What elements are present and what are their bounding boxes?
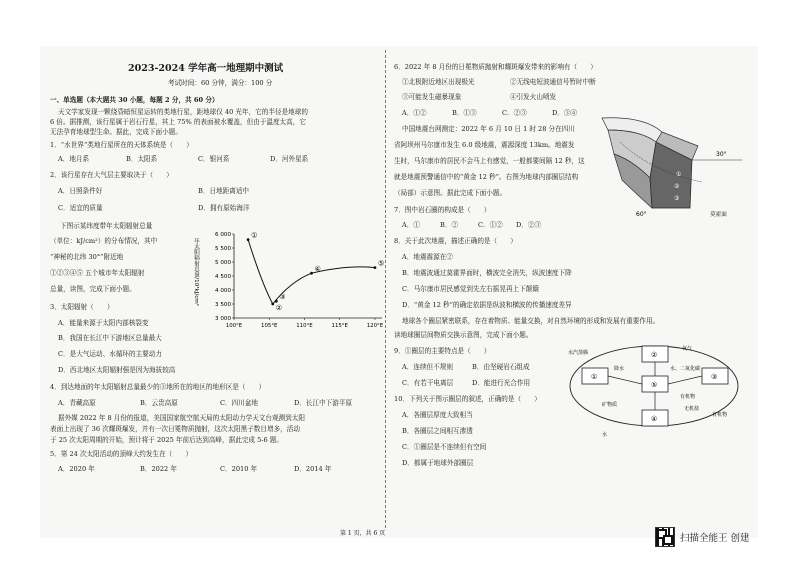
latitude-label: 30° [716,151,727,158]
layer-label: ③ [674,195,680,202]
cycle-label: 有机物 [680,394,696,400]
quake-line: 省阿坝州马尔康市发生 6.0 级地震，震源深度 13km。地震发 [394,141,575,149]
y-tick-label: 4 500 [214,274,231,280]
q3-option-c[interactable]: C．是大气运动、水循环的主要动力 [58,350,162,358]
x-tick-label: 100°E [225,323,243,329]
solar-radiation-chart [190,228,390,334]
q9-option-a[interactable]: A．连续但不规则 [402,363,453,371]
q8-option-c[interactable]: C．马尔康市居民感觉到先左右摇晃再上下颠簸 [402,285,539,293]
q3-option-b[interactable]: B．我国在长江中下游地区总量最大 [58,334,162,342]
cycle-label: 有机物 [712,412,728,418]
q5-option-b[interactable]: B．2022 年 [140,465,177,473]
sphere-number: ④ [651,415,658,423]
q9-option-d[interactable]: D．能进行光合作用 [472,379,531,387]
y-tick-label: 3 500 [214,302,231,308]
q1-option-a[interactable]: A．地月系 [58,155,90,163]
q1-option-d[interactable]: D．河外星系 [270,155,309,163]
right-column [392,60,754,530]
page-footer: 第 1 页，共 6 页 [340,530,386,537]
x-tick-label: 110°E [296,323,313,329]
figure-intro-line: “神秘的北纬 30°”附近地 [50,253,124,261]
q2-option-b[interactable]: B．日地距离适中 [198,187,250,195]
q6-item: ①北极附近地区出现极光 [402,78,475,86]
x-tick-label: 105°E [261,323,278,329]
data-point [310,272,313,275]
cycle-label: 水 [602,432,608,438]
cycle-label: 无机盐 [684,406,700,412]
figure-intro-line: （单位：kJ/cm²）的分布情况，其中 [50,237,158,245]
q9-option-b[interactable]: B．由坚硬岩石组成 [472,363,530,371]
quake-line: 中国地震台网测定：2022 年 6 月 10 日 1 时 28 分在四川 [402,125,575,133]
q2-option-c[interactable]: C．适宜的质量 [58,204,103,212]
data-point [374,266,377,269]
q2-option-d[interactable]: D．拥有原始海洋 [198,204,250,212]
cycle-label: 降水 [614,366,625,372]
q8-option-b[interactable]: B．地震波通过莫霍界面时，横波完全消失，纵波速度下降 [402,269,572,277]
data-point-label: ④ [314,265,321,274]
radiation-curve [248,240,375,304]
figure-intro-line: 总量，读图，完成下面小题。 [50,285,136,293]
question-1-stem: 1．“水世界”类地行星所在的天体系统是（ ） [50,141,193,149]
figure-intro-line: 下图示某纬度带年太阳辐射总量 [60,222,153,230]
question-6-stem: 6．2022 年 8 月份的日冕物质抛射和耀斑爆发带来的影响有（ ） [394,63,597,71]
q3-option-a[interactable]: A．能量来源于太阳内部核裂变 [58,319,149,327]
question-2-stem: 2．该行星存在大气层主要取决于（ ） [50,171,173,179]
q2-option-a[interactable]: A．日照条件好 [58,187,103,195]
layer-label: ① [676,171,682,178]
q9-option-c[interactable]: C．有若干电离层 [402,379,454,387]
cycle-label: 矿物质 [602,402,618,408]
q4-option-b[interactable]: B．云贵高原 [140,399,178,407]
quake-line: 就是地震预警通信中的“黄金 12 秒”。右图为地球内部圈层结构 [394,173,579,181]
q10-option-b[interactable]: B．各圈层之间相互渗透 [402,427,473,435]
spheres-intro-line: 地球各个圈层紧密联系，存在着物质、能量交换，对自然环境的形成和发展有重要作用。 [402,317,660,325]
cycle-label: 水、二氧化碳 [670,366,701,372]
question-3-stem: 3．太阳辐射（ ） [50,303,114,311]
latitude-label: 60° [636,211,647,218]
y-tick-label: 3 000 [214,316,231,322]
layer-label: ② [674,183,680,190]
q5-option-c[interactable]: C．2010 年 [220,465,258,473]
sphere-number: ③ [711,373,718,381]
news-line: 据外媒 2022 年 8 月份的报道，美国国家航空航天局的太阳动力学天文台观测到太阳 [58,414,305,422]
question-10-stem: 10．下列关于图示圈层的叙述，正确的是（ ） [394,395,541,403]
question-8-stem: 8．关于此次地震，描述正确的是（ ） [394,237,517,245]
intro-line: 天文学家发现一颗绕昏暗恒星运转的类地行星，距地球仅 40 光年，它的半径是地球的 [58,108,308,116]
section-heading: 一、单选题（本大题共 30 小题，每题 2 分，共 60 分） [50,96,219,104]
q5-option-d[interactable]: D．2014 年 [294,465,332,473]
news-line: 表面上出现了 36 次耀斑爆发，并有一次日冕物质抛射，这次太阳黑子数目增多，活动 [50,425,300,433]
q1-option-b[interactable]: B．太阳系 [126,155,158,163]
figure-intro-line: ①②③④⑤ 五个城市年太阳辐射 [50,269,145,277]
intro-line: 无法孕育地球型生命。据此，完成下面小题。 [50,128,182,136]
left-column [48,60,385,530]
q7-option-c[interactable]: C．①② [478,221,503,229]
q3-option-d[interactable]: D．西北地区太阳辐射强是因为海拔较高 [58,366,176,374]
q7-option-d[interactable]: D．②③ [516,221,542,229]
sphere-number: ⑤ [651,381,658,389]
q8-option-d[interactable]: D．“黄金 12 秒”的确定依据是纵波和横波的传播速度差异 [402,301,572,309]
data-point-label: ③ [279,293,286,302]
q7-option-b[interactable]: B．② [440,221,459,229]
exam-meta: 考试时间：60 分钟，满分：100 分 [168,79,273,87]
intro-line: 6 倍。据推测，该行星属于岩石行星，其上 75% 的表面被水覆盖，但由于温度太高，它 [50,118,306,126]
moho-label: 莫霍面 [710,212,727,218]
question-5-stem: 5．第 24 次太阳活动的顶峰大约发生在（ ） [50,450,193,458]
earth-interior-diagram [592,112,748,224]
data-point [271,303,274,306]
y-axis-label: 年太阳辐射总量/10³kJ/cm² [193,238,199,306]
sphere-number: ① [591,373,598,381]
cycle-label: 水汽蒸腾 [568,350,589,356]
data-point-label: ⑤ [377,259,385,268]
x-tick-label: 120°E [366,323,384,329]
q6-option-c[interactable]: C．②③ [502,109,527,117]
y-tick-label: 5 500 [214,246,231,252]
x-tick-label: 115°E [331,323,348,329]
q1-option-c[interactable]: C．银河系 [198,155,230,163]
q6-item: ③可能发生磁暴现象 [402,93,462,101]
q10-option-c[interactable]: C．①圈层是不连续但有空间 [402,443,487,451]
q10-option-a[interactable]: A．各圈层厚度大致相当 [402,411,473,419]
data-point-label: ① [251,231,258,240]
q6-option-b[interactable]: B．①③ [452,109,477,117]
q8-option-a[interactable]: A．地震震源在② [402,253,453,261]
qr-code-icon [655,527,675,547]
q7-option-a[interactable]: A．① [402,221,420,229]
q6-option-d[interactable]: D．③④ [552,109,578,117]
q4-option-c[interactable]: C．四川盆地 [220,399,259,407]
q6-item: ④引发火山喷发 [510,93,557,101]
question-4-stem: 4．到达地面的年太阳辐射总量最少的③地所在的地区的地形区是（ ） [50,383,266,391]
news-line: 于 25 次太阳周期的开始，预计将于 2025 年前后达到高峰，据此完成 5-6 题。 [50,436,283,444]
sphere-number: ② [651,351,658,359]
question-9-stem: 9．①圈层的主要特点是（ ） [394,347,491,355]
q4-option-d[interactable]: D．长江中下游平原 [294,399,353,407]
question-7-stem: 7．图中岩石圈的构成是（ ） [394,206,491,214]
y-tick-label: 6 000 [214,232,231,238]
q4-option-a[interactable]: A．青藏高原 [58,399,96,407]
y-tick-label: 5 000 [214,260,231,266]
spheres-intro-line: 读地球圈层间物质交换示意图，完成下面小题。 [394,331,533,339]
cycle-label: 氧气 [682,346,693,352]
scanner-watermark: 扫描全能王 创建 [680,533,750,544]
data-point-label: ② [275,304,283,312]
exam-title: 2023-2024 学年高一地理期中测试 [128,63,284,74]
sphere-exchange-diagram [562,340,742,440]
data-point [275,300,278,303]
q6-option-a[interactable]: A．①② [402,109,427,117]
q10-option-d[interactable]: D．都属于地球外部圈层 [402,459,474,467]
y-tick-label: 4 000 [214,288,231,294]
q6-item: ②无线电短波通信号暂时中断 [510,78,596,86]
data-point [247,238,250,241]
quake-line: （局部）示意图。据此完成下面小题。 [394,189,507,197]
exam-page [40,46,758,538]
quake-line: 生时，马尔康市的居民不会马上有感觉，一般都要间隔 12 秒，这 [394,157,585,165]
q5-option-a[interactable]: A．2020 年 [58,465,95,473]
